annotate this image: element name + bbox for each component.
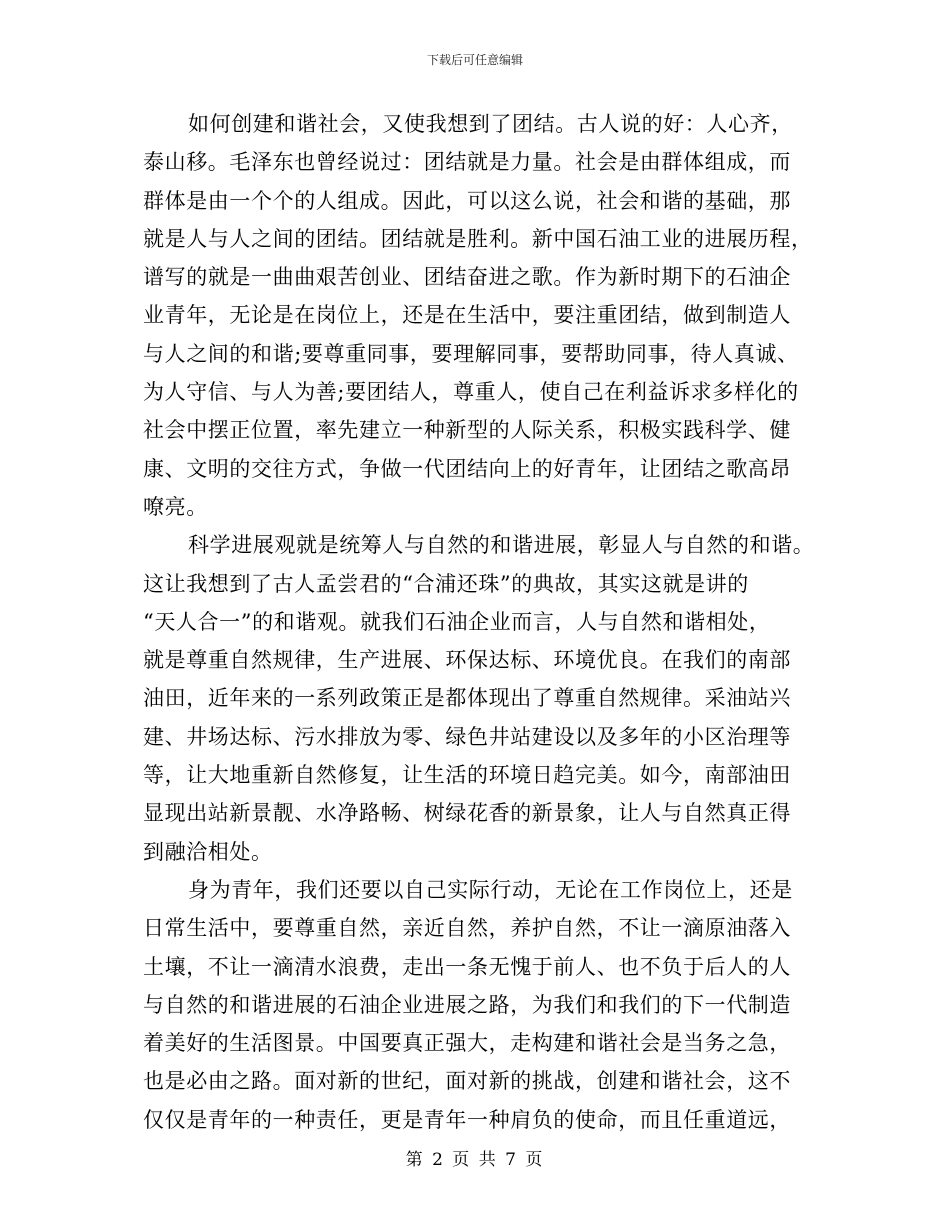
text-line: 如何创建和谐社会，又使我想到了团结。古人说的好：人心齐，	[188, 112, 793, 136]
text-line: 等，让大地重新自然修复，让生活的环境日趋完美。如今，南部油田	[143, 763, 791, 788]
text-line: 与自然的和谐进展的石油企业进展之路，为我们和我们的下一代制造	[143, 992, 791, 1017]
text-line: “天人合一”的和谐观。就我们石油企业而言，人与自然和谐相处，	[143, 609, 771, 634]
text-line: 社会中摆正位置，率先建立一种新型的人际关系，积极实践科学、健	[143, 418, 791, 443]
text-line: 仅仅是青年的一种责任，更是青年一种肩负的使命，而且任重道远，	[143, 1107, 791, 1132]
text-line: 显现出站新景靓、水净路畅、树绿花香的新景象，让人与自然真正得	[143, 801, 791, 826]
text-line: 到融洽相处。	[143, 839, 273, 864]
paragraph-1	[143, 105, 813, 526]
text-line: 业青年，无论是在岗位上，还是在生活中，要注重团结，做到制造人	[143, 303, 791, 328]
text-line: 科学进展观就是统筹人与自然的和谐进展，彰显人与自然的和谐。	[188, 533, 815, 558]
text-line: 为人守信、与人为善;要团结人，尊重人，使自己在利益诉求多样化的	[143, 380, 799, 405]
text-line: 就是尊重自然规律，生产进展、环保达标、环境优良。在我们的南部	[143, 648, 791, 673]
text-line: 泰山移。毛泽东也曾经说过：团结就是力量。社会是由群体组成，而	[143, 150, 791, 175]
page-header: 下载后可任意编辑	[426, 53, 523, 67]
text-line: 日常生活中，要尊重自然，亲近自然，养护自然，不让一滴原油落入	[143, 916, 791, 941]
paragraph-2	[143, 526, 815, 871]
paragraph-3	[143, 871, 808, 1139]
text-line: 建、井场达标、污水排放为零、绿色井站建设以及多年的小区治理等	[143, 724, 791, 749]
text-line: 着美好的生活图景。中国要真正强大，走构建和谐社会是当务之急，	[143, 1031, 791, 1056]
text-line: 嘹亮。	[143, 494, 208, 519]
page-number: 第 2 页 共 7 页	[405, 1150, 545, 1170]
text-line: 康、文明的交往方式，争做一代团结向上的好青年，让团结之歌高昂	[143, 456, 791, 481]
text-line: 身为青年，我们还要以自己实际行动，无论在工作岗位上，还是	[188, 877, 793, 902]
text-line: 群体是由一个个的人组成。因此，可以这么说，社会和谐的基础，那	[143, 188, 791, 213]
text-line: 油田，近年来的一系列政策正是都体现出了尊重自然规律。采油站兴	[143, 686, 791, 711]
text-line: 也是必由之路。面对新的世纪，面对新的挑战，创建和谐社会，这不	[143, 1069, 791, 1094]
text-line: 就是人与人之间的团结。团结就是胜利。新中国石油工业的进展历程，	[143, 226, 813, 251]
text-line: 谱写的就是一曲曲艰苦创业、团结奋进之歌。作为新时期下的石油企	[143, 265, 791, 290]
text-line: 土壤，不让一滴清水浪费，走出一条无愧于前人、也不负于后人的人	[143, 954, 791, 979]
text-line: 与人之间的和谐;要尊重同事，要理解同事，要帮助同事，待人真诚、	[143, 341, 799, 366]
text-line: 这让我想到了古人孟尝君的“合浦还珠”的典故，其实这就是讲的	[143, 571, 749, 596]
document-body	[143, 105, 815, 1139]
